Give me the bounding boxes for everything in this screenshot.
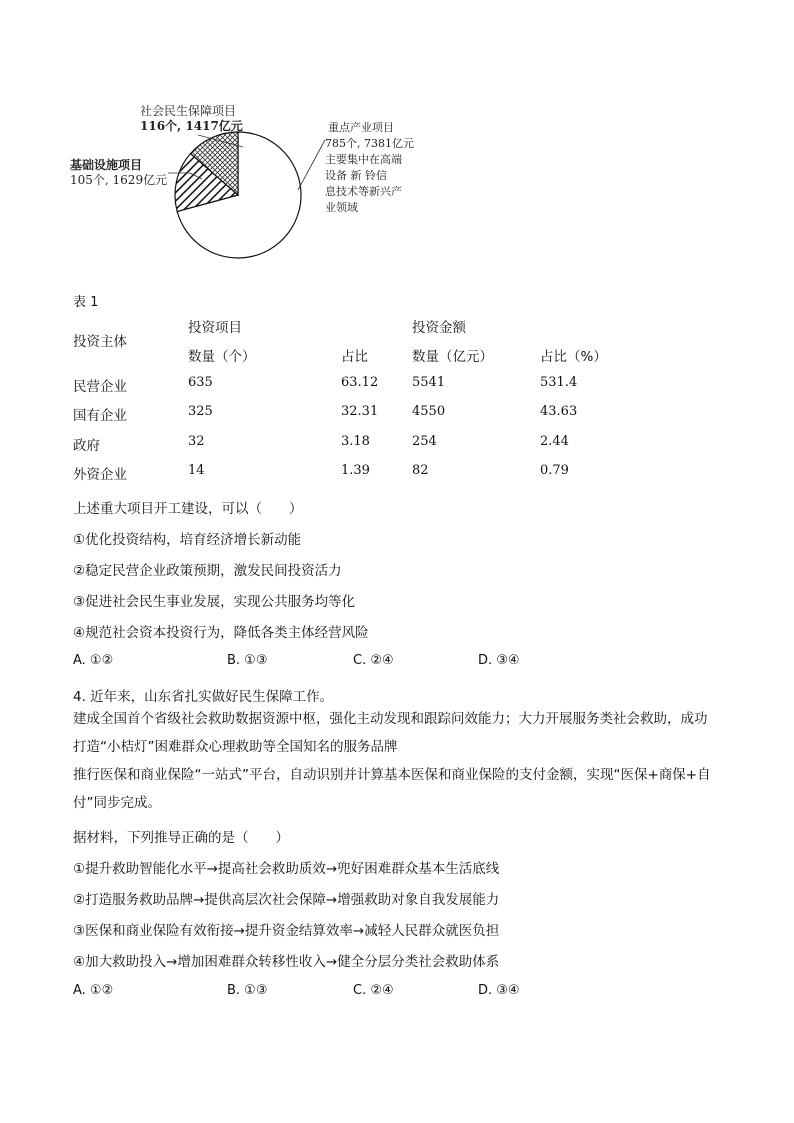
q3-option-b[interactable]: B. ①③	[227, 653, 268, 668]
label-key-note-3: 息技术等新兴产	[325, 185, 402, 198]
label-key-note-4: 业领域	[325, 201, 358, 214]
label-infra-title: 基础设施项目	[70, 158, 143, 172]
q4-intro: 4. 近年来，山东省扎实做好民生保障工作。	[73, 689, 334, 705]
sub-ratio2: 占比（%）	[540, 349, 607, 365]
q4-option-b[interactable]: B. ①③	[227, 983, 268, 998]
header-projects: 投资项目	[188, 320, 242, 336]
q4-paragraph-1: 建成全国首个省级社会救助数据资源中枢，强化主动发现和跟踪问效能力；大力开展服务类社会救助，成功打造“小桔灯”困难群众心理救助等全国知名的服务品牌	[73, 711, 708, 755]
q4-statement-4: ④加大救助投入→增加困难群众转移性收入→健全分层分类社会救助体系	[73, 954, 500, 970]
sub-ratio1: 占比	[341, 349, 368, 365]
row-count: 14	[188, 463, 205, 478]
row-subject: 民营企业	[73, 379, 127, 395]
pie-chart	[60, 95, 460, 285]
row-ratio2: 2.44	[540, 434, 569, 449]
q4-statement-3: ③医保和商业保险有效衔接→提升资金结算效率→减轻人民群众就医负担	[73, 923, 500, 939]
row-amount: 82	[412, 463, 429, 478]
q4-option-c[interactable]: C. ②④	[353, 983, 394, 998]
q3-option-d[interactable]: D. ③④	[478, 653, 520, 668]
table-caption: 表 1	[73, 295, 99, 310]
row-count: 32	[188, 434, 205, 449]
q4-statement-2: ②打造服务救助品牌→提供高层次社会保障→增强救助对象自我发展能力	[73, 892, 500, 908]
label-key-note-1: 主要集中在高端	[325, 153, 402, 166]
label-social-value: 116个, 1417亿元	[140, 119, 243, 133]
q3-statement-2: ②稳定民营企业政策预期，激发民间投资活力	[73, 563, 342, 579]
row-count: 635	[188, 375, 213, 390]
q4-option-a[interactable]: A. ①②	[73, 983, 114, 998]
q3-statement-4: ④规范社会资本投资行为，降低各类主体经营风险	[73, 625, 369, 641]
header-amount: 投资金额	[412, 320, 466, 336]
label-key-title: 重点产业项目	[328, 121, 394, 134]
label-infra-value: 105个, 1629亿元	[70, 173, 168, 187]
q3-option-a[interactable]: A. ①②	[73, 653, 114, 668]
pie-chart-figure	[60, 95, 460, 285]
row-subject: 国有企业	[73, 408, 127, 424]
label-key-note-2: 设备 新 铃信	[325, 169, 387, 182]
row-ratio2: 0.79	[540, 463, 569, 478]
row-amount: 5541	[412, 375, 446, 390]
row-subject: 政府	[73, 438, 100, 454]
row-subject: 外资企业	[73, 467, 127, 483]
sub-amount: 数量（亿元）	[412, 349, 493, 365]
row-ratio2: 531.4	[540, 375, 578, 390]
row-amount: 254	[412, 434, 437, 449]
label-social-title: 社会民生保障项目	[140, 104, 237, 118]
row-ratio1: 3.18	[341, 434, 370, 449]
q3-stem: 上述重大项目开工建设，可以（ ）	[73, 501, 303, 517]
row-ratio1: 32.31	[341, 404, 379, 419]
sub-count: 数量（个）	[188, 349, 256, 365]
row-ratio1: 1.39	[341, 463, 370, 478]
q3-statement-3: ③促进社会民生事业发展，实现公共服务均等化	[73, 594, 356, 610]
row-ratio1: 63.12	[341, 375, 379, 390]
q3-statement-1: ①优化投资结构，培育经济增长新动能	[73, 532, 302, 548]
label-key-value: 785个, 7381亿元	[325, 137, 414, 150]
q4-paragraph-2: 推行医保和商业保险“一站式”平台，自动识别并计算基本医保和商业保险的支付金额，实现“医保+商保+自付”同步完成。	[73, 767, 711, 811]
q4-statement-1: ①提升救助智能化水平→提高社会救助质效→兜好困难群众基本生活底线	[73, 861, 500, 877]
header-subject: 投资主体	[73, 334, 127, 350]
q4-stem: 据材料，下列推导正确的是（ ）	[73, 830, 289, 846]
q3-option-c[interactable]: C. ②④	[353, 653, 394, 668]
row-amount: 4550	[412, 404, 446, 419]
row-ratio2: 43.63	[540, 404, 578, 419]
q4-option-d[interactable]: D. ③④	[478, 983, 520, 998]
row-count: 325	[188, 404, 213, 419]
